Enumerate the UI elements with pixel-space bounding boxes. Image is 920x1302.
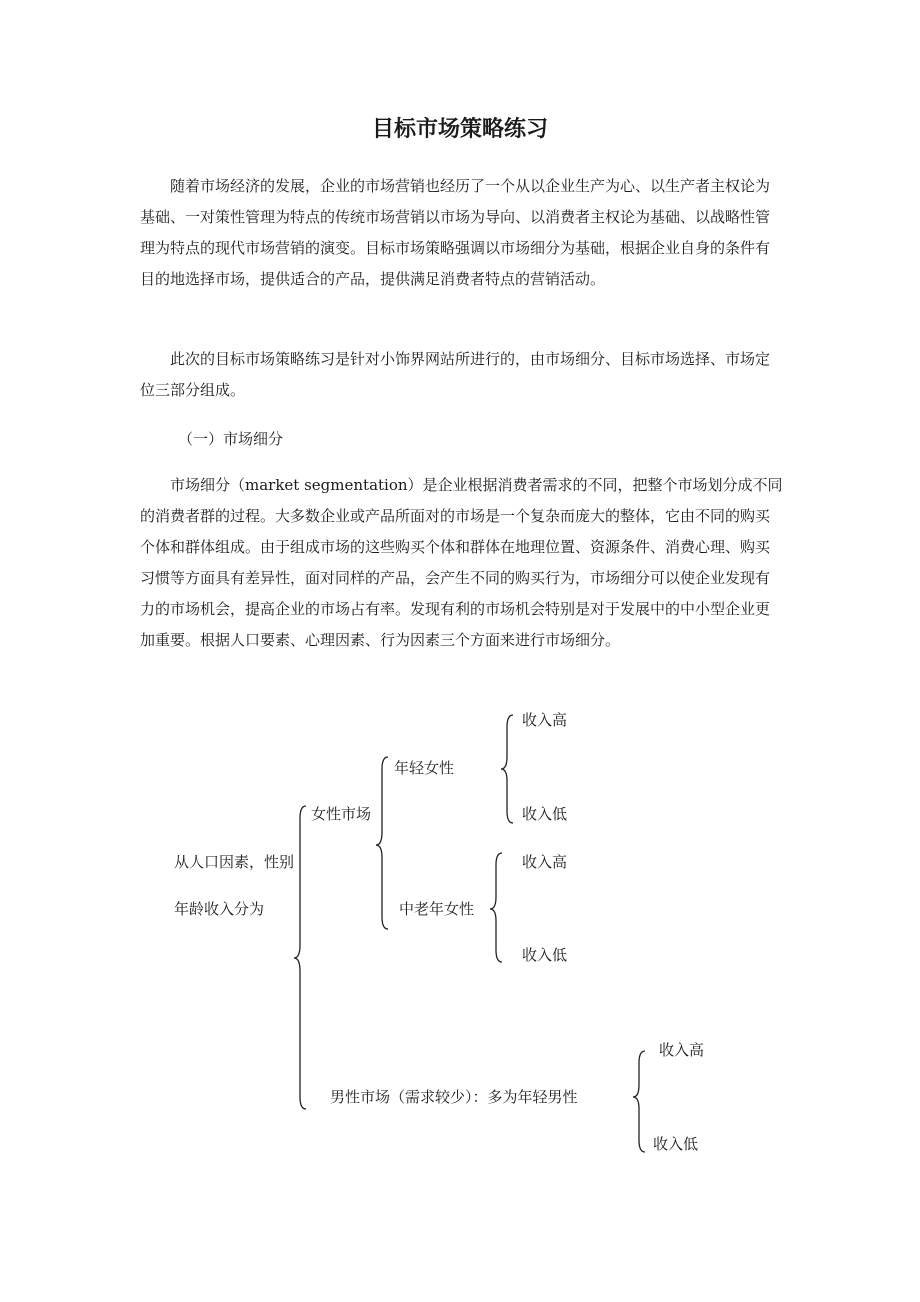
overview-paragraph: 此次的目标市场策略练习是针对小饰界网站所进行的，由市场细分、目标市场选择、市场定位三部分组成。 xyxy=(140,350,771,399)
intro-paragraph: 随着市场经济的发展，企业的市场营销也经历了一个从以企业生产为心、以生产者主权论为基础、一对策性管理为特点的传统市场营销以市场为导向、以消费者主权论为基础、以战略性管理为特点的现代市场营销的演变。目标市场策略强调以市场细分为基础，根据企业自身的条件有目的地选择市场，提供适合的产品，提供满足消费者特点的营销活动。 xyxy=(140,177,771,288)
root-label-line1: 从人口因素，性别 xyxy=(174,853,295,871)
older-female-label: 中老年女性 xyxy=(399,900,475,918)
section-heading: （一）市场细分 xyxy=(178,430,284,448)
young-female-high-label: 收入高 xyxy=(522,711,568,729)
brace-root xyxy=(294,806,306,1109)
male-high-label: 收入高 xyxy=(659,1041,705,1059)
young-female-label: 年轻女性 xyxy=(394,759,455,777)
segmentation-paragraph: 市场细分（market segmentation）是企业根据消费者需求的不同，把整个市场划分成不同的消费者群的过程。大多数企业或产品所面对的市场是一个复杂而庞大的整体，它由不同的购买个体和群体组成。由于组成市场的这些购买个体和群体在地理位置、资源条件、消费心理、购买习惯等方面具有差异性，面对同样的产品，会产生不同的购买行为，市场细分可以使企业发现有力的市场机会，提高企业的市场占有率。发现有利的市场机会特别是对于发展中的中小型企业更加重要。根据人口要素、心理因素、行为因素三个方面来进行市场细分。 xyxy=(140,476,783,649)
brace-female xyxy=(376,757,388,929)
young-female-low-label: 收入低 xyxy=(522,805,568,823)
document-title: 目标市场策略练习 xyxy=(371,117,548,142)
brace-male xyxy=(633,1051,645,1152)
female-market-label: 女性市场 xyxy=(311,805,372,823)
older-female-high-label: 收入高 xyxy=(522,853,568,871)
brace-older-female xyxy=(490,853,502,962)
brace-young-female xyxy=(501,715,513,823)
male-market-label: 男性市场（需求较少）：多为年轻男性 xyxy=(330,1088,578,1106)
male-low-label: 收入低 xyxy=(653,1135,699,1153)
older-female-low-label: 收入低 xyxy=(522,946,568,964)
root-label-line2: 年龄收入分为 xyxy=(174,900,265,918)
